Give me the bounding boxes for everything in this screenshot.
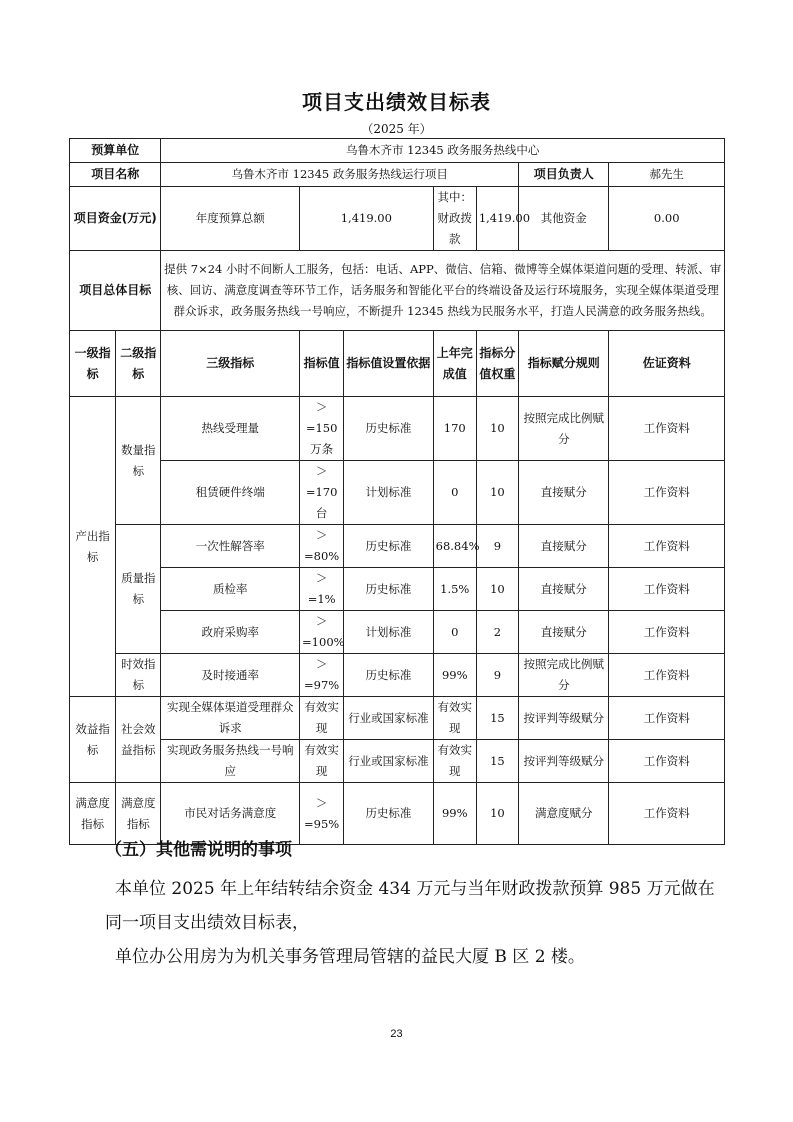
indicator-weight: 10	[476, 568, 518, 611]
indicator-basis: 计划标准	[344, 461, 433, 525]
indicator-basis: 历史标准	[344, 568, 433, 611]
indicator-last: 99%	[433, 783, 476, 845]
indicator-evidence: 工作资料	[609, 461, 725, 525]
table-row	[70, 397, 725, 461]
indicator-name: 租赁硬件终端	[161, 461, 300, 525]
indicator-basis: 历史标准	[344, 783, 433, 845]
page-number: 23	[390, 1028, 403, 1040]
header-indicator-value: 指标值	[300, 331, 344, 397]
indicator-value: ＞=97%	[300, 654, 344, 697]
indicator-last: 68.84%	[433, 525, 476, 568]
indicator-rule: 直接赋分	[519, 611, 609, 654]
group-quality: 质量指标	[116, 525, 161, 654]
indicator-weight: 9	[476, 525, 518, 568]
table-row	[70, 525, 725, 568]
indicator-value: 有效实现	[300, 740, 344, 783]
group-benefit: 效益指标	[70, 697, 116, 783]
indicator-last: 0	[433, 611, 476, 654]
indicator-value: ＞=95%	[300, 783, 344, 845]
owner-label: 项目负责人	[519, 163, 609, 187]
header-last-year: 上年完成值	[433, 331, 476, 397]
indicator-rule: 按评判等级赋分	[519, 697, 609, 740]
indicator-evidence: 工作资料	[609, 525, 725, 568]
indicator-basis: 行业或国家标准	[344, 697, 433, 740]
goal-label: 项目总体目标	[70, 251, 161, 331]
table-row	[70, 568, 725, 611]
indicator-last: 1.5%	[433, 568, 476, 611]
indicator-last: 170	[433, 397, 476, 461]
other-funds-value: 0.00	[609, 187, 725, 251]
indicator-name: 一次性解答率	[161, 525, 300, 568]
goal-text: 提供 7×24 小时不间断人工服务，包括：电话、APP、微信、信箱、微博等全媒体渠道问题的受理、转派、审核、回访、满意度调查等环节工作，话务服务和智能化平台的终端设备及运行环境服务，实现全媒体渠道受理群众诉求，政务服务热线一号响应，不断提升 12345 热线为民服务水平，打造人民满意的政务服务热线。	[161, 251, 725, 331]
header-level3: 三级指标	[161, 331, 300, 397]
header-evidence: 佐证资料	[609, 331, 725, 397]
indicator-evidence: 工作资料	[609, 611, 725, 654]
owner-value: 郝先生	[609, 163, 725, 187]
funds-label: 项目资金(万元)	[70, 187, 161, 251]
indicator-last: 有效实现	[433, 740, 476, 783]
paragraph-carryover: 本单位 2025 年上年结转结余资金 434 万元与当年财政拨款预算 985 万元做在同一项目支出绩效目标表，	[105, 879, 715, 933]
year-label: （2025 年）	[361, 122, 432, 136]
indicator-evidence: 工作资料	[609, 397, 725, 461]
indicator-value: ＞=1%	[300, 568, 344, 611]
table-row	[70, 461, 725, 525]
group-output: 产出指标	[70, 397, 116, 697]
indicator-evidence: 工作资料	[609, 697, 725, 740]
indicator-evidence: 工作资料	[609, 568, 725, 611]
indicator-rule: 直接赋分	[519, 525, 609, 568]
indicator-value: ＞=80%	[300, 525, 344, 568]
indicator-name: 及时接通率	[161, 654, 300, 697]
indicator-weight: 2	[476, 611, 518, 654]
indicator-value: ＞=100%	[300, 611, 344, 654]
project-name-value: 乌鲁木齐市 12345 政务服务热线运行项目	[161, 163, 519, 187]
budget-unit-value: 乌鲁木齐市 12345 政务服务热线中心	[161, 139, 725, 163]
table-row	[70, 740, 725, 783]
table-row	[70, 697, 725, 740]
indicator-evidence: 工作资料	[609, 654, 725, 697]
indicator-weight: 10	[476, 461, 518, 525]
indicator-weight: 15	[476, 740, 518, 783]
group-social: 社会效益指标	[116, 697, 161, 783]
header-level1: 一级指标	[70, 331, 116, 397]
header-basis: 指标值设置依据	[344, 331, 433, 397]
indicator-value: ＞=150万条	[300, 397, 344, 461]
indicator-name: 质检率	[161, 568, 300, 611]
indicator-basis: 计划标准	[344, 611, 433, 654]
indicator-basis: 历史标准	[344, 397, 433, 461]
annual-total-label: 年度预算总额	[161, 187, 300, 251]
indicator-rule: 按照完成比例赋分	[519, 654, 609, 697]
performance-table	[69, 138, 725, 845]
indicator-basis: 行业或国家标准	[344, 740, 433, 783]
paragraph-office: 单位办公用房为为机关事务管理局管辖的益民大厦 B 区 2 楼。	[115, 947, 585, 967]
indicator-basis: 历史标准	[344, 654, 433, 697]
indicator-rule: 按照完成比例赋分	[519, 397, 609, 461]
header-weight: 指标分值权重	[476, 331, 518, 397]
fiscal-label: 其中：财政拨款	[433, 187, 476, 251]
indicator-weight: 10	[476, 397, 518, 461]
annual-total-value: 1,419.00	[300, 187, 434, 251]
indicator-weight: 15	[476, 697, 518, 740]
indicator-rule: 直接赋分	[519, 461, 609, 525]
indicator-value: ＞=170台	[300, 461, 344, 525]
indicator-rule: 按评判等级赋分	[519, 740, 609, 783]
indicator-value: 有效实现	[300, 697, 344, 740]
header-level2: 二级指标	[116, 331, 161, 397]
indicator-rule: 满意度赋分	[519, 783, 609, 845]
indicator-name: 热线受理量	[161, 397, 300, 461]
group-quantity: 数量指标	[116, 397, 161, 525]
indicator-rule: 直接赋分	[519, 568, 609, 611]
other-funds-label: 其他资金	[519, 187, 609, 251]
indicator-name: 实现政务服务热线一号响应	[161, 740, 300, 783]
indicator-evidence: 工作资料	[609, 783, 725, 845]
indicator-last: 有效实现	[433, 697, 476, 740]
section-heading: （五）其他需说明的事项	[105, 840, 292, 860]
indicator-evidence: 工作资料	[609, 740, 725, 783]
table-row	[70, 611, 725, 654]
group-satisfaction: 满意度指标	[70, 783, 116, 845]
group-timeliness: 时效指标	[116, 654, 161, 697]
header-rule: 指标赋分规则	[519, 331, 609, 397]
project-name-label: 项目名称	[70, 163, 161, 187]
indicator-name: 实现全媒体渠道受理群众诉求	[161, 697, 300, 740]
budget-unit-label: 预算单位	[70, 139, 161, 163]
indicator-last: 0	[433, 461, 476, 525]
indicator-weight: 10	[476, 783, 518, 845]
indicator-last: 99%	[433, 654, 476, 697]
indicator-name: 市民对话务满意度	[161, 783, 300, 845]
page-title: 项目支出绩效目标表	[302, 90, 491, 114]
indicator-name: 政府采购率	[161, 611, 300, 654]
fiscal-value: 1,419.00	[476, 187, 518, 251]
table-row	[70, 654, 725, 697]
group-satisfaction-sub: 满意度指标	[116, 783, 161, 845]
indicator-weight: 9	[476, 654, 518, 697]
indicator-basis: 历史标准	[344, 525, 433, 568]
